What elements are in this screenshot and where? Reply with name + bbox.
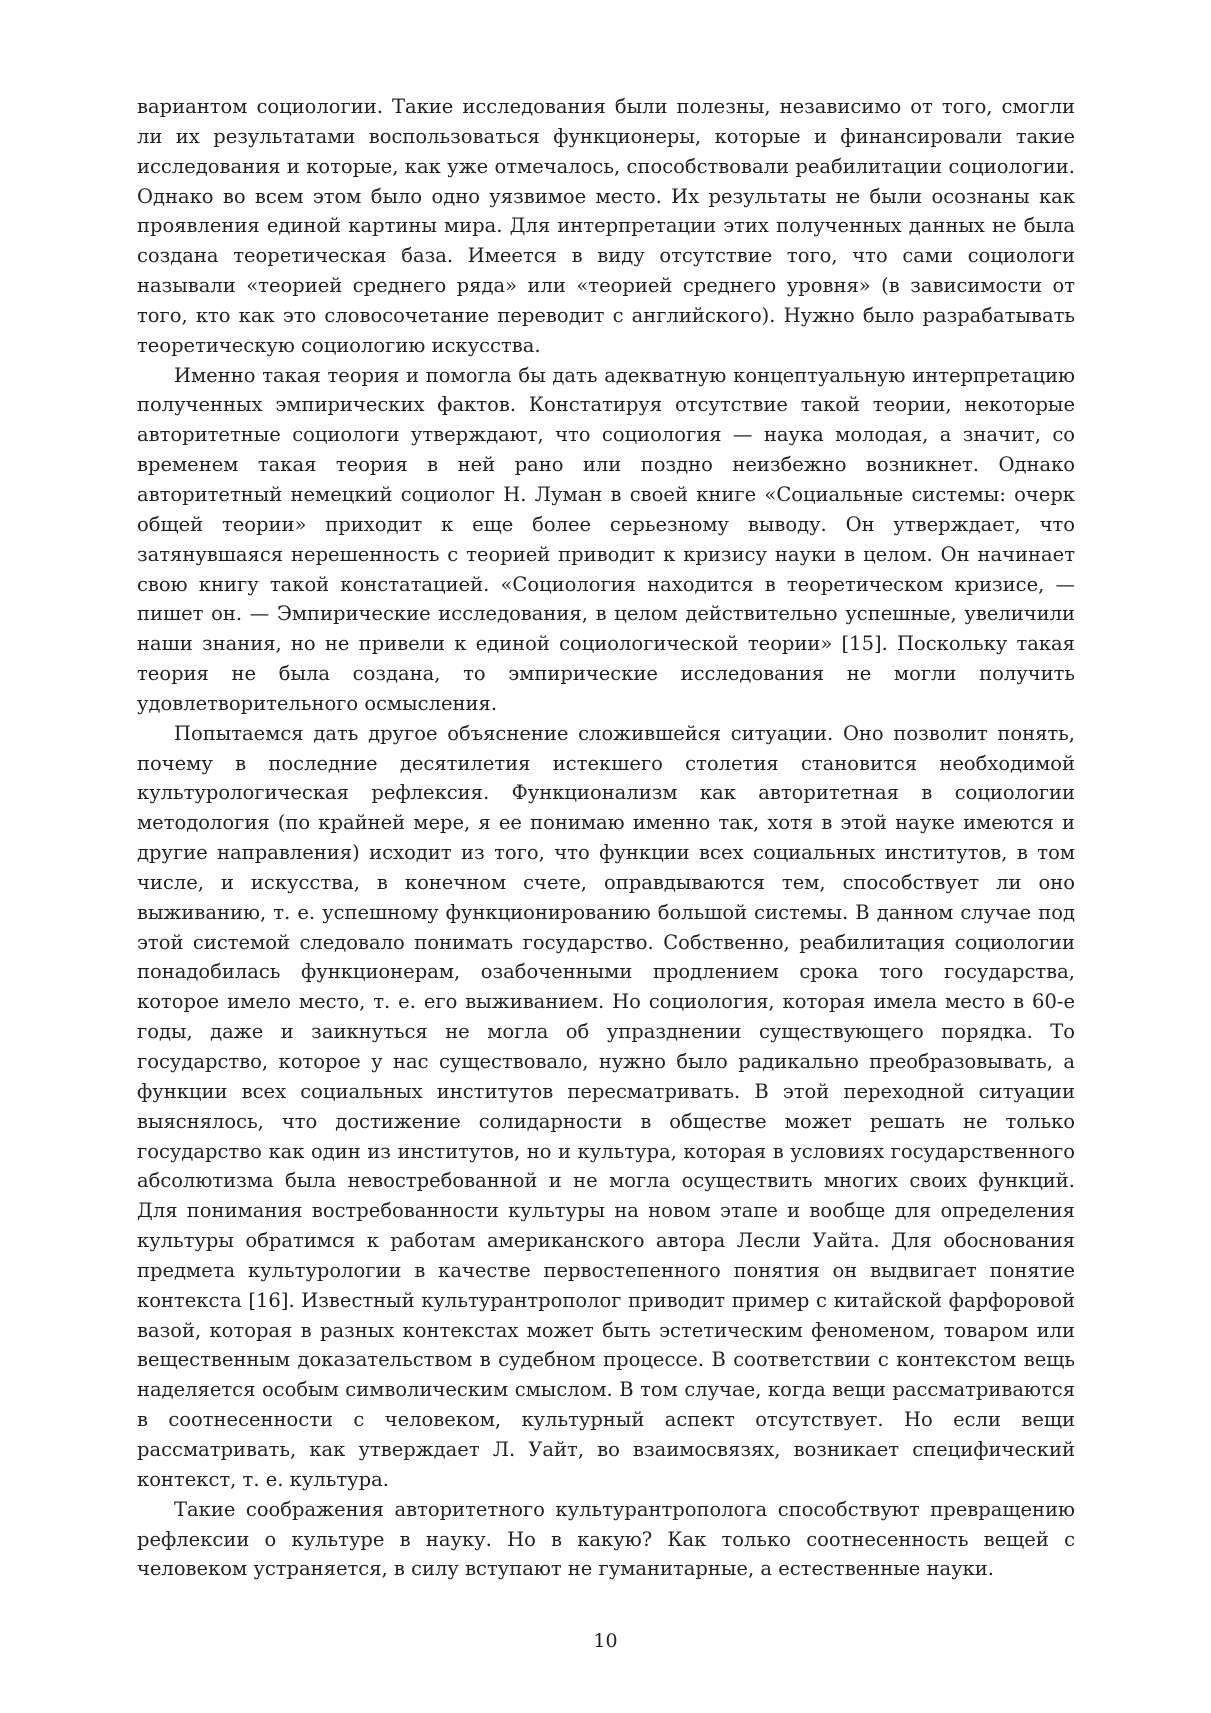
paragraph-continuation: вариантом социологии. Такие исследования были полезны, независимо от того, смогли ли их результатами воспользоваться функционеры, которые и финансировали такие исследования и которые, как уже отмечалось, способствовали реабилитации социологии. Однако во всем этом было одно уязвимое место. Их результаты не были осознаны как проявления единой картины мира. Для интерпретации этих полученных данных не была создана теоретическая база. Имеется в виду отсутствие того, что сами социологи называли «теорией среднего ряда» или «теорией среднего уровня» (в зависимости от того, кто как это словосочетание переводит с английского). Нужно было разрабатывать теоретическую социологию искусства. (137, 95, 1075, 357)
paragraph: Именно такая теория и помогла бы дать адекватную концептуальную интерпретацию полученных эмпирических фактов. Констатируя отсутствие такой теории, некоторые авторитетные социологи утверждают, что социология — наука молодая, а значит, со временем такая теория в ней рано или поздно неизбежно возникнет. Однако авторитетный немецкий социолог Н. Луман в своей книге «Социальные системы: очерк общей теории» приходит к еще более серьезному выводу. Он утверждает, что затянувшаяся нерешенность с теорией приводит к кризису науки в целом. Он начинает свою книгу такой констатацией. «Социология находится в теоретическом кризисе, — пишет он. — Эмпирические исследования, в целом действительно успешные, увеличили наши знания, но не привели к единой социологической теории» [15]. Поскольку такая теория не была создана, то эмпирические исследования не могли получить удовлетворительного осмысления. (137, 363, 1075, 715)
paragraph: Такие соображения авторитетного культурантрополога способствуют превращению рефлексии о культуре в науку. Но в какую? Как только соотнесенность вещей с человеком устраняется, в силу вступают не гуманитарные, а естественные науки. (137, 1497, 1075, 1581)
body-text (137, 92, 1075, 1584)
paragraph: Попытаемся дать другое объяснение сложившейся ситуации. Оно позволит понять, почему в последние десятилетия истекшего столетия становится необходимой культурологическая рефлексия. Функционализм как авторитетная в социологии методология (по крайней мере, я ее понимаю именно так, хотя в этой науке имеются и другие направления) исходит из того, что функции всех социальных институтов, в том числе, и искусства, в конечном счете, оправдываются тем, способствует ли оно выживанию, т. е. успешному функционированию большой системы. В данном случае под этой системой следовало понимать государство. Собственно, реабилитация социологии понадобилась функционерам, озабоченными продлением срока того государства, которое имело место, т. е. его выживанием. Но социология, которая имела место в 60-е годы, даже и заикнуться не могла об упразднении существующего порядка. То государство, которое у нас существовало, нужно было радикально преобразовывать, а функции всех социальных институтов пересматривать. В этой переходной ситуации выяснялось, что достижение солидарности в обществе может решать не только государство как один из институтов, но и культура, которая в условиях государственного абсолютизма была невостребованной и не могла осуществить многих своих функций. Для понимания востребованности культуры на новом этапе и вообще для определения культуры обратимся к работам американского автора Лесли Уайта. Для обоснования предмета культурологии в качестве первостепенного понятия он выдвигает понятие контекста [16]. Известный культурантрополог приводит пример с китайской фарфоровой вазой, которая в разных контекстах может быть эстетическим феноменом, товаром или вещественным доказательством в судебном процессе. В соответствии с контекстом вещь наделяется особым символическим смыслом. В том случае, когда вещи рассматриваются в соотнесенности с человеком, культурный аспект отсутствует. Но если вещи рассматривать, как утверждает Л. Уайт, во взаимосвязях, возникает специфический контекст, т. е. культура. (137, 721, 1075, 1491)
page-number: 10 (593, 1630, 618, 1652)
